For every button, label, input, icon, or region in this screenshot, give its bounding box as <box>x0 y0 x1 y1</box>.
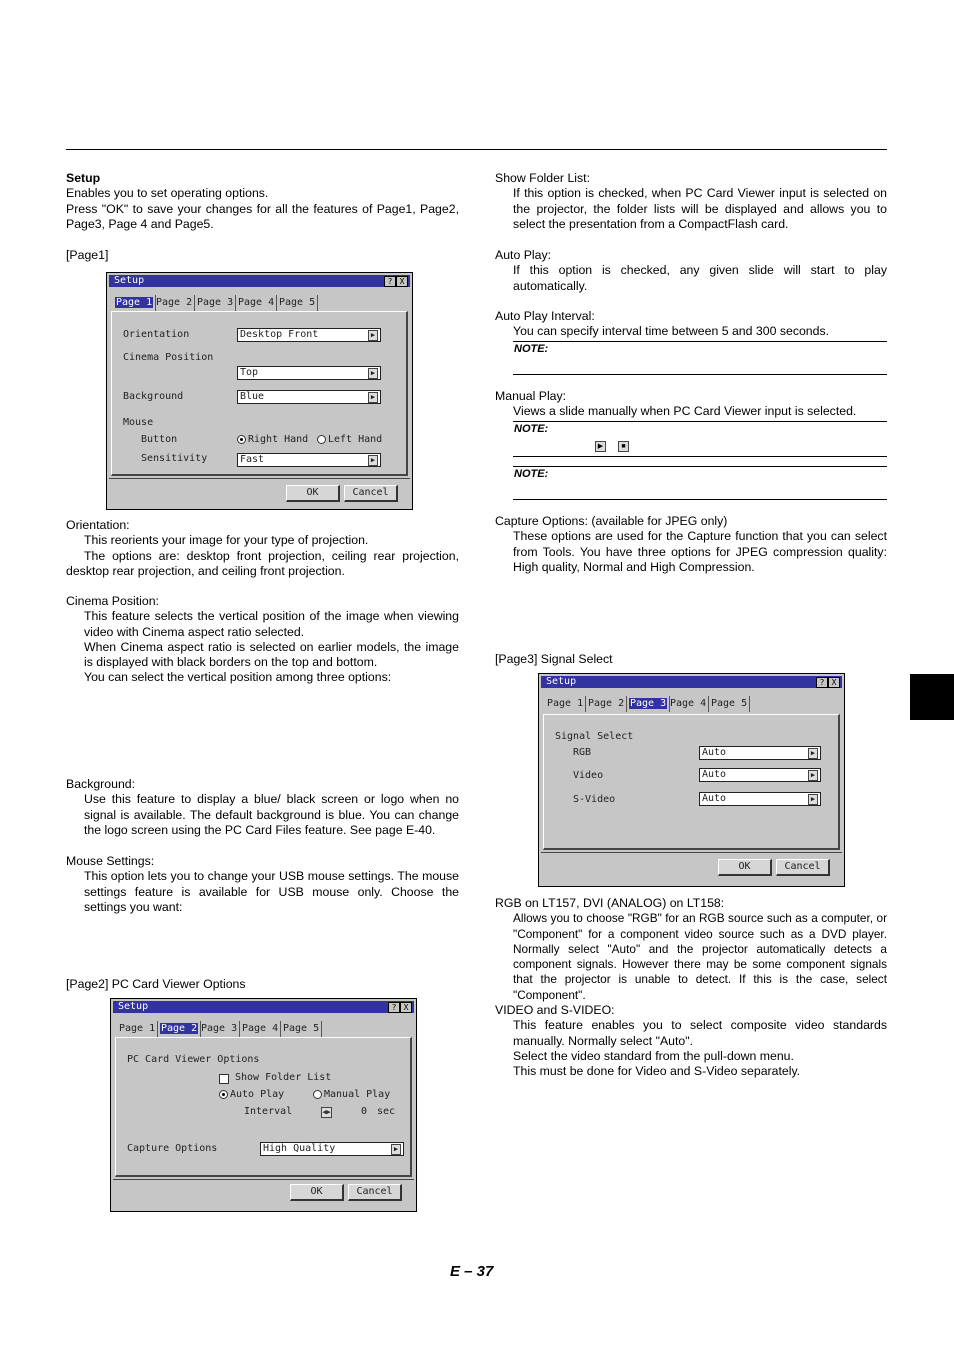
close-icon[interactable]: X <box>400 1002 412 1013</box>
setup-section <box>66 171 459 232</box>
interval-value: 0 <box>361 1106 368 1117</box>
rgb-p1: Allows you to choose "RGB" for an RGB source such as a computer, or "Component" for a component video source such as a DVD player. Normally select "Auto" and the projector automatically detects a component signals. However there may be some component signals that the projector is unable to detect. If this is the case, select "Component". <box>513 911 887 1002</box>
radio-selected-icon <box>219 1090 228 1099</box>
tab-page-1[interactable]: Page 1 <box>545 696 586 712</box>
show-folder-label: Show Folder List <box>235 1072 332 1083</box>
auto-play-radio[interactable]: Auto Play <box>219 1089 284 1100</box>
tab-page-3[interactable]: Page 3 <box>195 295 236 311</box>
dropdown-arrow-icon[interactable]: ▶ <box>368 392 378 403</box>
dropdown-arrow-icon[interactable]: ▶ <box>808 770 818 781</box>
video-p2: Select the video standard from the pull-down menu. <box>513 1048 794 1063</box>
tab-bar <box>113 295 323 311</box>
tab-page-5[interactable]: Page 5 <box>709 696 750 712</box>
orientation-title: Orientation: <box>66 518 130 532</box>
tab-page-4[interactable]: Page 4 <box>240 1021 281 1037</box>
dropdown-arrow-icon[interactable]: ▶ <box>391 1144 401 1155</box>
close-icon[interactable]: X <box>828 677 840 688</box>
tab-page-2[interactable]: Page 2 <box>158 1021 201 1037</box>
svideo-label: S-Video <box>573 794 616 805</box>
page-number: E – 37 <box>450 1263 494 1280</box>
cinema-p1: This feature selects the vertical position of the image when viewing video with Cinema aspect ratio selected. <box>84 609 459 639</box>
background-title: Background: <box>66 777 136 791</box>
manual-p1: Views a slide manually when PC Card Viewer input is selected. <box>513 404 857 419</box>
background-p1: Use this feature to display a blue/ black screen or logo when no signal is available. The default background is blue. You can change the logo screen using the PC Card Files feature. See page E-40. <box>84 792 459 837</box>
stop-icon: ■ <box>618 441 629 452</box>
tab-page-5[interactable]: Page 5 <box>277 295 318 311</box>
sensitivity-label: Sensitivity <box>141 453 208 464</box>
dialog-title: Setup <box>118 1001 149 1012</box>
tab-page-1[interactable]: Page 1 <box>117 1021 158 1037</box>
radio-selected-icon <box>237 435 246 444</box>
orientation-p2: The options are: desktop front projection, ceiling rear projection, desktop rear projection, and ceiling front projection. <box>66 548 459 578</box>
interval-stepper-icon[interactable]: ◀▶ <box>322 1108 331 1116</box>
setup-dialog-page1 <box>106 272 413 510</box>
signal-select-label: Signal Select <box>555 731 634 742</box>
video-p1: This feature enables you to select composite video standards manually. Normally select "Auto". <box>513 1018 887 1048</box>
show-folder-p1: If this option is checked, when PC Card Viewer input is selected on the projector, the folder lists will be displayed and allows you to select the presentation from a CompactFlash card. <box>513 186 887 231</box>
cancel-button[interactable]: Cancel <box>348 1184 402 1201</box>
manual-title: Manual Play: <box>495 389 567 403</box>
page2-label: [Page2] PC Card Viewer Options <box>66 977 246 991</box>
auto-interval-section <box>495 309 887 340</box>
rgb-title: RGB on LT157, DVI (ANALOG) on LT158: <box>495 896 725 910</box>
interval-label: Interval <box>244 1106 293 1117</box>
orientation-p1: This reorients your image for your type of projection. <box>84 533 369 548</box>
cinema-position-label: Cinema Position <box>123 352 214 363</box>
interval-unit: sec <box>377 1106 396 1117</box>
page3-label: [Page3] Signal Select <box>495 652 613 666</box>
setup-dialog-page2 <box>110 998 417 1212</box>
capture-p1: These options are used for the Capture function that you can select from Tools. You have three options for JPEG compression quality: High quality, Normal and High Compression. <box>513 529 887 574</box>
manual-section <box>495 389 887 420</box>
dropdown-arrow-icon[interactable]: ▶ <box>368 330 378 341</box>
background-section <box>66 777 459 838</box>
tab-page-2[interactable]: Page 2 <box>586 696 627 712</box>
video-select[interactable]: Auto ▶ <box>699 768 821 782</box>
note-label-1: NOTE: <box>514 343 549 355</box>
radio-icon <box>313 1090 322 1099</box>
radio-icon <box>317 435 326 444</box>
auto-interval-p1: You can specify interval time between 5 and 300 seconds. <box>513 324 830 339</box>
cinema-p3: You can select the vertical position among three options: <box>84 670 392 685</box>
mouse-title: Mouse Settings: <box>66 854 155 868</box>
setup-heading: Setup <box>66 171 101 185</box>
video-label: Video <box>573 770 604 781</box>
close-icon[interactable]: X <box>396 276 408 287</box>
setup-desc-1: Enables you to set operating options. <box>66 186 269 201</box>
mouse-section <box>66 854 459 915</box>
show-folder-title: Show Folder List: <box>495 171 591 185</box>
auto-play-p1: If this option is checked, any given slide will start to play automatically. <box>513 263 887 293</box>
capture-options-select[interactable]: High Quality ▶ <box>260 1142 404 1156</box>
video-title: VIDEO and S-VIDEO: <box>495 1003 615 1017</box>
tab-bar <box>545 696 755 712</box>
next-icon: ▶ <box>595 441 606 452</box>
dialog-title: Setup <box>114 275 145 286</box>
note-label-2: NOTE: <box>514 423 549 435</box>
orientation-section <box>66 518 459 579</box>
ok-button[interactable]: OK <box>290 1184 344 1201</box>
mouse-label: Mouse <box>123 417 154 428</box>
auto-play-section <box>495 248 887 294</box>
help-icon[interactable]: ? <box>816 677 828 688</box>
tab-page-4[interactable]: Page 4 <box>236 295 277 311</box>
orientation-select[interactable]: Desktop Front ▶ <box>237 328 381 342</box>
video-section <box>495 1003 887 1079</box>
rgb-select[interactable]: Auto ▶ <box>699 746 821 760</box>
cinema-p2: When Cinema aspect ratio is selected on earlier models, the image is displayed with black borders on the top and bottom. <box>84 639 459 670</box>
background-label: Background <box>123 391 184 402</box>
help-icon[interactable]: ? <box>388 1002 400 1013</box>
manual-play-radio[interactable]: Manual Play <box>313 1089 390 1100</box>
note-rule <box>513 341 887 342</box>
setup-dialog-page3 <box>538 673 845 887</box>
dialog-titlebar <box>541 676 842 688</box>
dropdown-arrow-icon[interactable]: ▶ <box>808 794 818 805</box>
auto-play-title: Auto Play: <box>495 248 552 262</box>
cancel-button[interactable]: Cancel <box>344 485 398 502</box>
dropdown-arrow-icon[interactable]: ▶ <box>368 368 378 379</box>
note-rule <box>513 456 887 457</box>
right-hand-radio[interactable]: Right Hand <box>237 434 308 445</box>
tab-page-3[interactable]: Page 3 <box>199 1021 240 1037</box>
cinema-section <box>66 594 459 686</box>
background-select[interactable]: Blue ▶ <box>237 390 381 404</box>
setup-desc-2: Press "OK" to save your changes for all the features of Page1, Page2, Page3, Page 4 and Page5. <box>66 201 459 231</box>
note-label-3: NOTE: <box>514 468 549 480</box>
tab-page-2[interactable]: Page 2 <box>154 295 195 311</box>
note-rule <box>513 374 887 375</box>
page1-label: [Page1] <box>66 248 109 262</box>
orientation-label: Orientation <box>123 329 190 340</box>
mouse-p1: This option lets you to change your USB mouse settings. The mouse settings feature is available for USB mouse only. Choose the settings you want: <box>84 869 459 914</box>
dialog-title: Setup <box>546 676 577 687</box>
dropdown-arrow-icon[interactable]: ▶ <box>808 748 818 759</box>
dropdown-arrow-icon[interactable]: ▶ <box>368 455 378 466</box>
button-label: Button <box>141 434 178 445</box>
capture-options-label: Capture Options <box>127 1143 218 1154</box>
left-hand-radio[interactable]: Left Hand <box>317 434 382 445</box>
note-rule <box>513 421 887 422</box>
rgb-section <box>495 896 887 1003</box>
tab-page-3[interactable]: Page 3 <box>627 696 670 712</box>
show-folder-checkbox[interactable] <box>219 1074 229 1084</box>
dialog-titlebar <box>113 1001 414 1013</box>
auto-interval-title: Auto Play Interval: <box>495 309 595 323</box>
svideo-select[interactable]: Auto ▶ <box>699 792 821 806</box>
capture-title: Capture Options: (available for JPEG only) <box>495 514 728 528</box>
note-rule <box>513 466 887 467</box>
cancel-button[interactable]: Cancel <box>776 859 830 876</box>
capture-section <box>495 514 887 575</box>
tab-page-5[interactable]: Page 5 <box>281 1021 322 1037</box>
top-rule <box>66 149 887 150</box>
sensitivity-select[interactable]: Fast ▶ <box>237 453 381 467</box>
rgb-label: RGB <box>573 747 592 758</box>
dialog-titlebar <box>109 275 410 287</box>
show-folder-section <box>495 171 887 232</box>
ok-button[interactable]: OK <box>286 485 340 502</box>
tab-bar <box>117 1021 327 1037</box>
note-rule <box>513 499 887 500</box>
cinema-title: Cinema Position: <box>66 594 159 608</box>
chapter-tab-marker <box>910 674 954 720</box>
help-icon[interactable]: ? <box>384 276 396 287</box>
cinema-position-select[interactable]: Top ▶ <box>237 366 381 380</box>
ok-button[interactable]: OK <box>718 859 772 876</box>
tab-page-4[interactable]: Page 4 <box>668 696 709 712</box>
section-label: PC Card Viewer Options <box>127 1054 260 1065</box>
video-p3: This must be done for Video and S-Video separately. <box>513 1064 801 1079</box>
tab-page-1[interactable]: Page 1 <box>113 295 156 311</box>
